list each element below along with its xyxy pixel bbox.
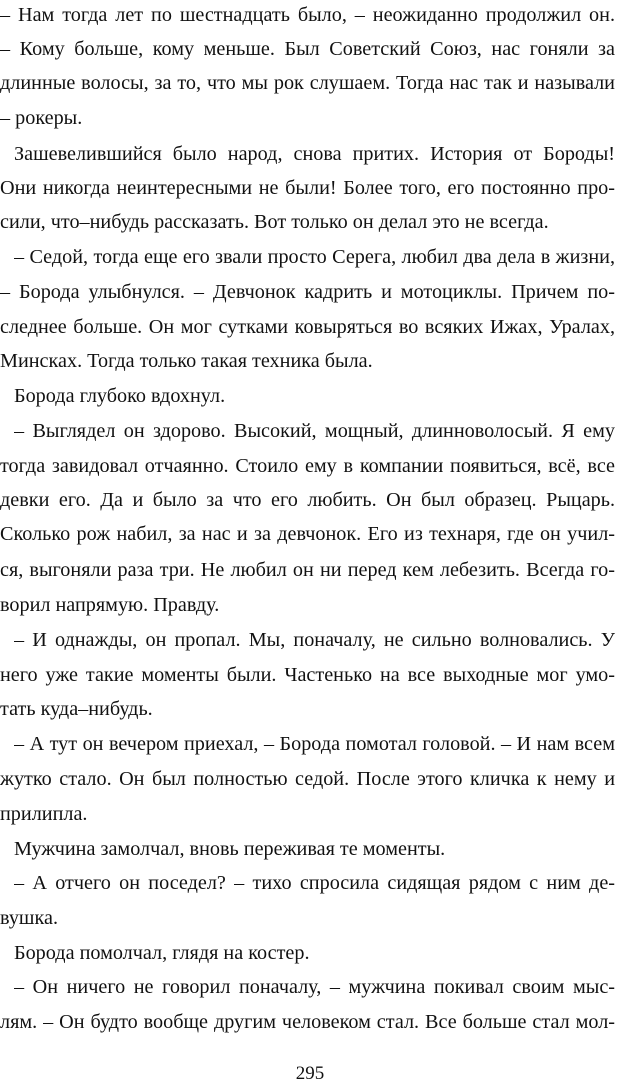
text-line: сили, что–нибудь рассказать. Вот только он делал это не всегда.: [0, 211, 549, 233]
text-line: – А отчего он поседел? – тихо спросила сидящая рядом с ним де-: [14, 872, 615, 894]
text-line: – Седой, тогда еще его звали просто Серега, любил два дела в жизни,: [14, 246, 615, 268]
text-line: девки его. Да и было за что его любить. Он был образец. Рыцарь.: [0, 489, 615, 511]
text-line: Борода глубоко вдохнул.: [14, 385, 226, 407]
text-line: – И однажды, он пропал. Мы, поначалу, не сильно волновались. У: [14, 629, 615, 651]
text-line: Сколько рож набил, за нас и за девчонок. Его из технаря, где он учил-: [0, 523, 615, 545]
text-line: прилипла.: [0, 803, 88, 825]
page-number: 295: [295, 1063, 325, 1084]
text-line: Борода помолчал, глядя на костер.: [14, 942, 310, 964]
text-line: жутко стало. Он был полностью седой. После этого кличка к нему и: [0, 768, 615, 790]
text-line: тогда завидовал отчаянно. Стоило ему в компании появиться, всё, все: [0, 455, 615, 477]
text-line: тать куда–нибудь.: [0, 698, 153, 720]
text-line: – рокеры.: [0, 107, 83, 129]
text-line: – Кому больше, кому меньше. Был Советский Союз, нас гоняли за: [0, 38, 615, 60]
text-line: – А тут он вечером приехал, – Борода помотал головой. – И нам всем: [14, 733, 615, 755]
text-line: – Выглядел он здорово. Высокий, мощный, длинноволосый. Я ему: [14, 420, 615, 442]
text-line: Мужчина замолчал, вновь переживая те моменты.: [14, 838, 446, 860]
text-line: вушка.: [0, 907, 58, 929]
text-line: – Он ничего не говорил поначалу, – мужчина покивал своим мыс-: [14, 976, 615, 998]
text-line: Они никогда неинтересными не были! Более того, его постоянно про-: [0, 177, 615, 199]
text-line: следнее больше. Он мог сутками ковыряться во всяких Ижах, Уралах,: [0, 316, 615, 338]
text-line: ворил напрямую. Правду.: [0, 594, 220, 616]
text-line: Минсках. Тогда только такая техника была.: [0, 350, 373, 372]
text-line: – Борода улыбнулся. – Девчонок кадрить и мотоциклы. Причем по-: [0, 281, 615, 303]
text-line: ся, выгоняли раза три. Не любил он ни перед кем лебезить. Всегда го-: [0, 559, 615, 581]
text-line: лям. – Он будто вообще другим человеком стал. Все больше стал мол-: [0, 1011, 615, 1033]
text-line: – Нам тогда лет по шестнадцать было, – неожиданно продолжил он.: [0, 4, 615, 26]
text-line: Зашевелившийся было народ, снова притих. История от Бороды!: [14, 143, 615, 165]
text-line: длинные волосы, за то, что мы рок слушаем. Тогда нас так и называли: [0, 72, 615, 94]
text-line: него уже такие моменты были. Частенько на все выходные мог умо-: [0, 664, 615, 686]
